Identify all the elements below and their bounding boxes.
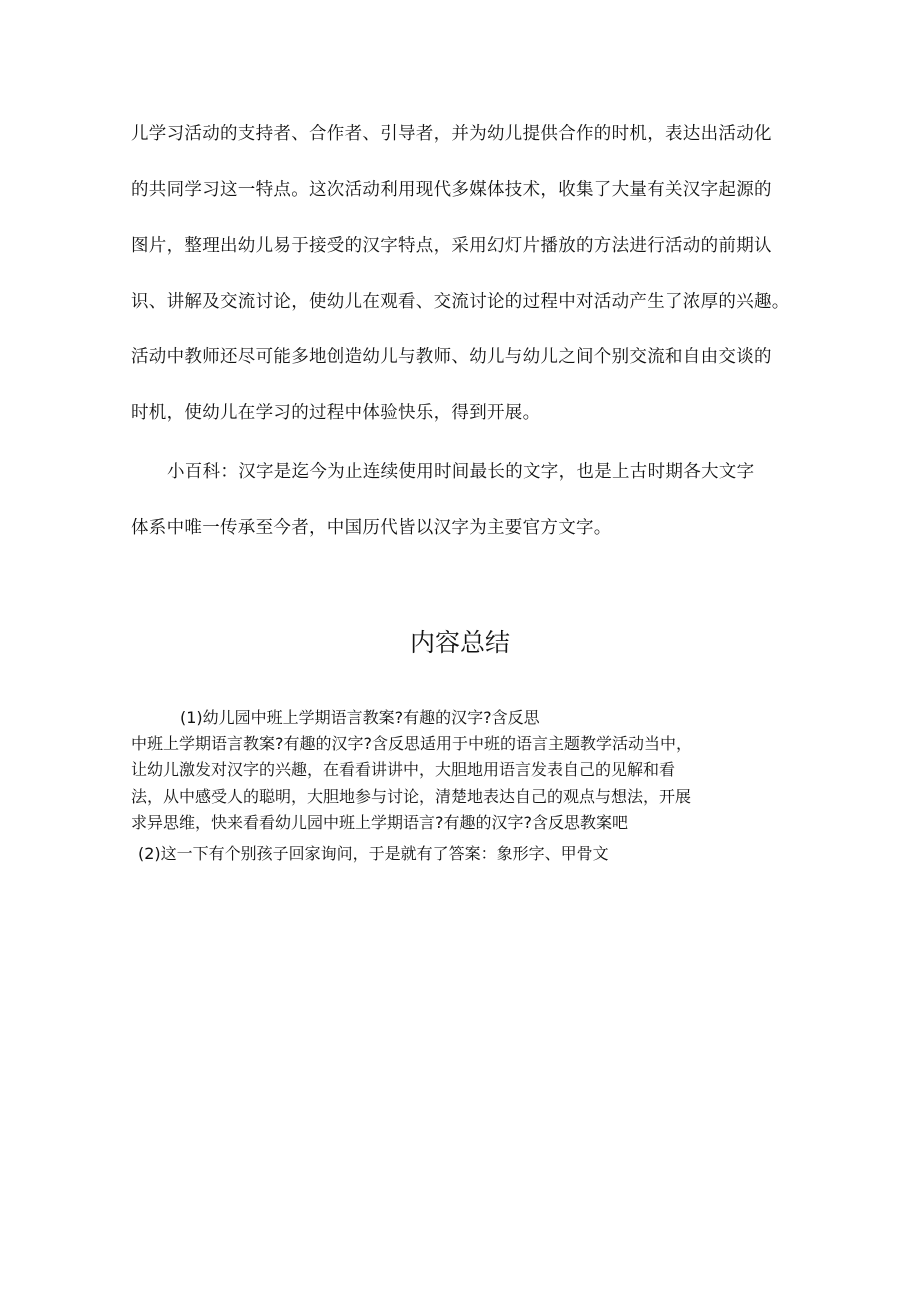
summary-item-line: 让幼儿激发对汉字的兴趣，在看看讲讲中，大胆地用语言发表自己的见解和看 [131, 760, 676, 779]
body-line: 活动中教师还尽可能多地创造幼儿与教师、幼儿与幼儿之间个别交流和自由交谈的 [131, 347, 772, 367]
summary-item-heading: (2)这一下有个别孩子回家询问，于是就有了答案：象形字、甲骨文 [138, 844, 609, 863]
encyclopedia-line: 体系中唯一传承至今者，中国历代皆以汉字为主要官方文字。 [131, 518, 612, 538]
body-line: 时机，使幼儿在学习的过程中体验快乐，得到开展。 [131, 403, 541, 423]
encyclopedia-line: 小百科：汉字是迄今为止连续使用时间最长的文字，也是上古时期各大文字 [167, 462, 755, 482]
body-line: 儿学习活动的支持者、合作者、引导者，并为幼儿提供合作的时机，表达出活动化 [131, 124, 772, 144]
summary-title: 内容总结 [409, 628, 510, 657]
summary-item-heading: (1)幼儿园中班上学期语言教案?有趣的汉字?含反思 [180, 708, 540, 727]
body-line: 的共同学习这一特点。这次活动利用现代多媒体技术，收集了大量有关汉字起源的 [131, 180, 772, 200]
summary-item-line: 中班上学期语言教案?有趣的汉字?含反思适用于中班的语言主题教学活动当中， [131, 734, 692, 753]
body-line: 图片，整理出幼儿易于接受的汉字特点，采用幻灯片播放的方法进行活动的前期认 [131, 236, 772, 256]
summary-item-line: 法，从中感受人的聪明，大胆地参与讨论，清楚地表达自己的观点与想法，开展 [131, 787, 692, 806]
summary-item-line: 求异思维，快来看看幼儿园中班上学期语言?有趣的汉字?含反思教案吧 [131, 813, 628, 832]
body-line: 识、讲解及交流讨论，使幼儿在观看、交流讨论的过程中对活动产生了浓厚的兴趣。 [131, 292, 790, 312]
